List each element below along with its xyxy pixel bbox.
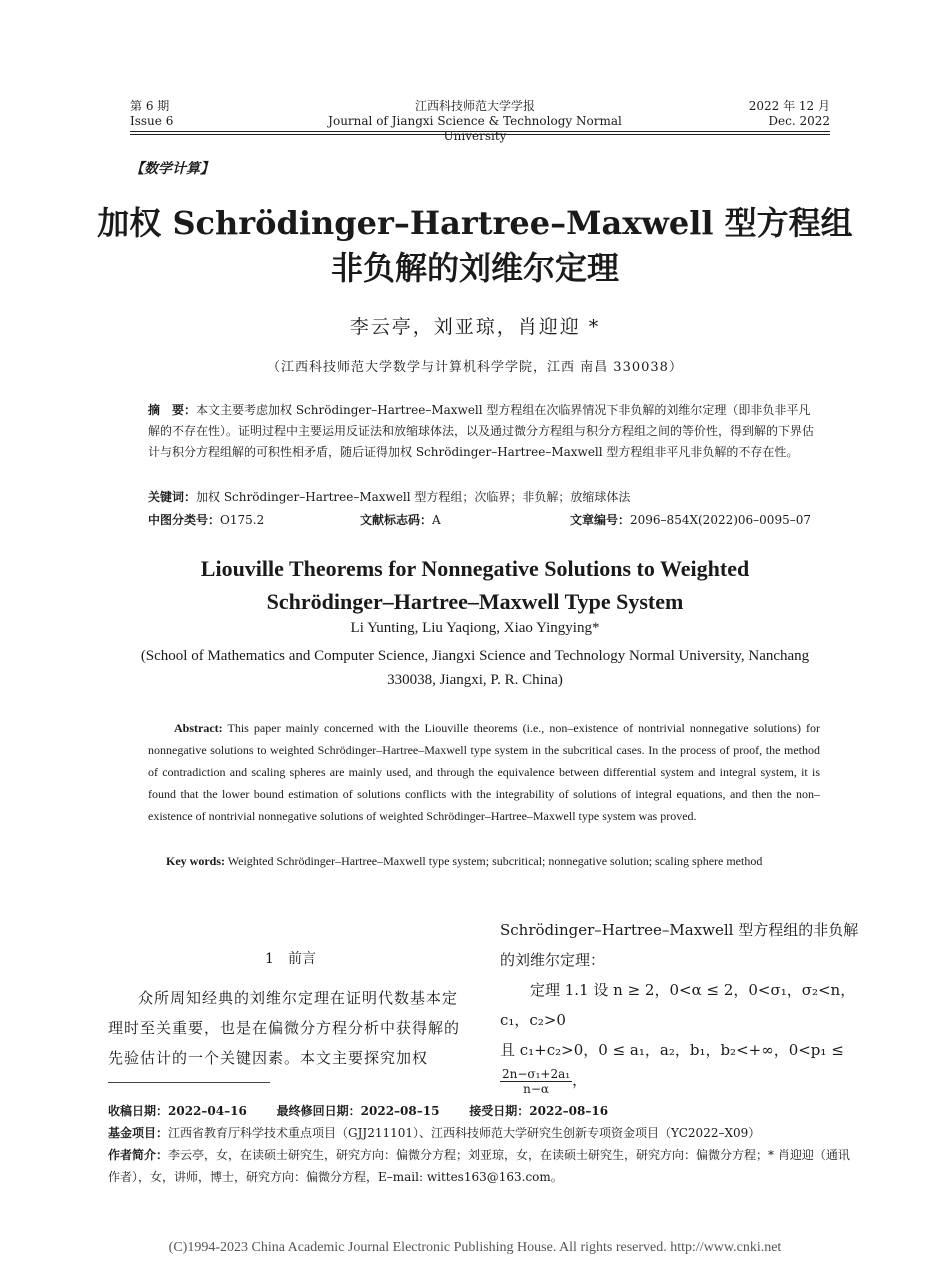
abstract-en xyxy=(148,717,820,827)
header-issue-zh: 第 6 期 xyxy=(130,99,170,113)
document-code: 文献标志码：A xyxy=(360,513,441,527)
abstract-zh-label: 摘 要： xyxy=(148,403,197,417)
section-heading: 1 前言 xyxy=(265,951,316,967)
footnote-rule xyxy=(108,1082,270,1083)
title-en-line1: Liouville Theorems for Nonnegative Solutions to Weighted xyxy=(200,556,750,581)
abstract-en-text: This paper mainly concerned with the Liouville theorems (i.e., non–existence of nontrivial nonnegative solutions) for nonnegative solutions to weighted Schrödinger–Hartree–Maxwell type system in the subcritical cases. In the process of proof, the method of contradiction and scaling spheres are mainly used, and through the equivalence between differential system and integral system, it is found that the lower bound estimation of solutions conflicts with the integrability of solutions of integral equations, and then the non–existence of nontrivial nonnegative solutions of weighted Schrödinger–Hartree–Maxwell type system was proved. xyxy=(148,721,820,823)
header-rule-secondary xyxy=(130,134,830,135)
title-zh-line1: 加权 Schrödinger–Hartree–Maxwell 型方程组 xyxy=(97,204,853,242)
keywords-zh-label: 关键词： xyxy=(148,490,197,504)
keywords-zh xyxy=(148,488,820,506)
received-date: 收稿日期：2022–04–16 xyxy=(108,1104,247,1118)
header-date-en: Dec. 2022 xyxy=(768,114,830,128)
header-journal xyxy=(300,99,650,144)
header-date xyxy=(749,99,830,129)
theorem-line1: 定理 1.1 设 n ≥ 2，0<α ≤ 2，0<σ₁，σ₂<n，c₁，c₂>0 xyxy=(500,981,856,1029)
header-rule xyxy=(130,131,830,132)
section-tag: 【数学计算】 xyxy=(130,161,214,177)
theorem-1-1 xyxy=(500,975,865,1096)
keywords-zh-text: 加权 Schrödinger–Hartree–Maxwell 型方程组；次临界；非负解；放缩球体法 xyxy=(196,490,631,504)
copyright-notice: (C)1994-2023 China Academic Journal Electronic Publishing House. All rights reserved. http://www.cnki.net xyxy=(168,1240,782,1255)
theorem-line2: 且 c₁+c₂>0，0 ≤ a₁，a₂，b₁，b₂<+∞，0<p₁ ≤ $\frac{\text{2n−σ₁+2a₁}}{n-\alpha}$ ， xyxy=(500,1041,844,1096)
abstract-zh-text: 本文主要考虑加权 Schrödinger–Hartree–Maxwell 型方程组在次临界情况下非负解的刘维尔定理（即非负非平凡解的不存在性）。证明过程中主要运用反证法和放缩球体法，以及通过微分方程组与积分方程组之间的等价性，得到解的下界估计与积分方程组解的可积性相矛盾，随后证得加权 Schrödinger–Hartree–Maxwell 型方程组非平凡非负解的不存在性。 xyxy=(148,403,815,459)
header-issue-en: Issue 6 xyxy=(130,114,174,128)
fraction: $\frac{\text{2n−σ₁+2a₁}}{n-\alpha}$ xyxy=(502,1066,571,1096)
authors-zh: 李云亭，刘亚琼，肖迎迎 * xyxy=(349,316,601,338)
keywords-en xyxy=(148,850,820,872)
header-journal-zh: 江西科技师范大学学报 xyxy=(414,99,535,113)
header-issue xyxy=(130,99,173,129)
article-number: 文章编号：2096–854X(2022)06–0095–07 xyxy=(570,513,811,527)
title-en-line2: Schrödinger–Hartree–Maxwell Type System xyxy=(266,589,684,614)
revised-date: 最终修回日期：2022–08–15 xyxy=(276,1104,440,1118)
footnote-bio: 作者简介：李云亭，女，在读硕士研究生，研究方向：偏微分方程；刘亚琼，女，在读硕士研究生，研究方向：偏微分方程；* 肖迎迎（通讯作者），女，讲师，博士，研究方向：偏微分方程，E–mail: wittes163@163.com。 xyxy=(108,1148,850,1184)
abstract-en-label: Abstract: xyxy=(174,721,223,735)
affiliation-zh: （江西科技师范大学数学与计算机科学学院，江西 南昌 330038） xyxy=(267,360,683,375)
accepted-date: 接受日期：2022–08–16 xyxy=(469,1104,609,1118)
header-journal-en: Journal of Jiangxi Science & Technology Normal University xyxy=(328,114,622,143)
clc-number: 中图分类号：O175.2 xyxy=(148,513,265,527)
affiliation-en: (School of Mathematics and Computer Science, Jiangxi Science and Technology Normal University, Nanchang 330038, Jiangxi, P. R. China) xyxy=(140,648,810,688)
keywords-en-text: Weighted Schrödinger–Hartree–Maxwell type system; subcritical; nonnegative solution; scaling sphere method xyxy=(225,854,763,868)
keywords-en-label: Key words: xyxy=(166,854,225,868)
footnote-dates xyxy=(108,1100,858,1122)
intro-paragraph: 众所周知经典的刘维尔定理在证明代数基本定理时至关重要，也是在偏微分方程分析中获得解的先验估计的一个关键因素。本文主要探究加权 xyxy=(108,989,461,1067)
authors-en: Li Yunting, Liu Yaqiong, Xiao Yingying* xyxy=(350,620,600,636)
footnote-fund: 基金项目：江西省教育厅科学技术重点项目（GJJ211101）、江西科技师范大学研究生创新专项资金项目（YC2022–X09） xyxy=(108,1126,761,1140)
abstract-zh xyxy=(148,400,820,463)
right-column-paragraph: Schrödinger–Hartree–Maxwell 型方程组的非负解的刘维尔定理： xyxy=(500,921,859,969)
title-zh-line2: 非负解的刘维尔定理 xyxy=(330,249,619,287)
header-date-zh: 2022 年 12 月 xyxy=(748,99,830,113)
